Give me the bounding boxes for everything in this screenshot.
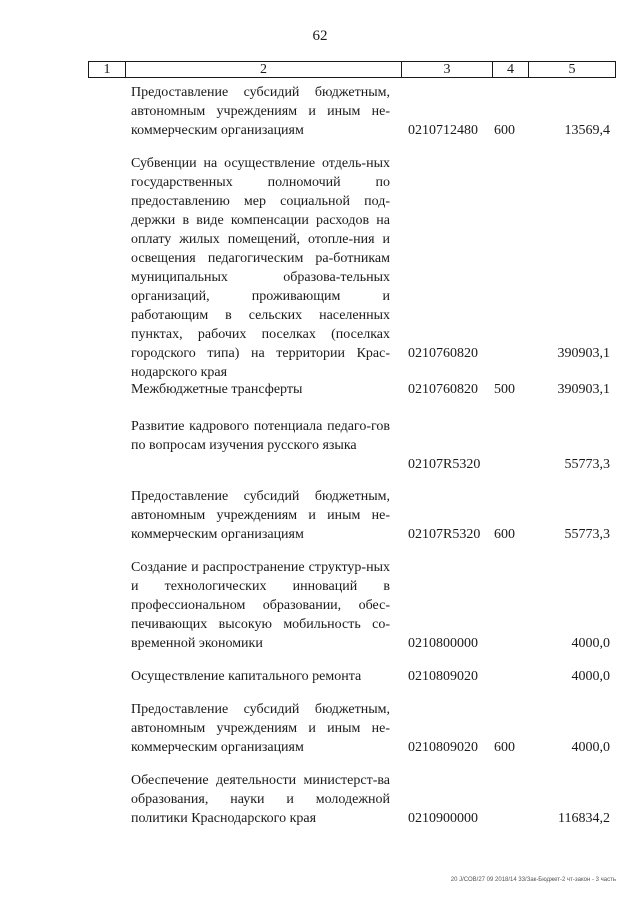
row-amount: 4000,0 — [571, 669, 610, 684]
row-amount: 390903,1 — [557, 346, 610, 361]
row-amount: 116834,2 — [558, 811, 610, 826]
row-amount: 4000,0 — [571, 636, 610, 651]
row-vr: 500 — [494, 382, 515, 397]
row-code: 0210712480 — [408, 123, 478, 138]
row-code: 02107R5320 — [408, 457, 481, 472]
row-description: Предоставление субсидий бюджетным, автономным учреждениям и иным не-коммерческим организациям — [131, 702, 390, 755]
header-col-1: 1 — [89, 62, 126, 78]
row-description: Создание и распространение структур-ных и технологических инноваций в профессиональном образовании, обес-печивающих высокую мобильность со-временной экономики — [131, 560, 390, 651]
page-number: 62 — [312, 28, 328, 44]
row-description: Предоставление субсидий бюджетным, автономным учреждениям и иным не-коммерческим организациям — [131, 85, 390, 138]
row-code: 0210760820 — [408, 346, 478, 361]
row-amount: 55773,3 — [564, 457, 610, 472]
row-code: 0210760820 — [408, 382, 478, 397]
row-vr: 600 — [494, 740, 515, 755]
document-footer: 20 J/СОВ/27 09 2018/14 33/Зак-Бюджет-2 чт-закон - 3 часть — [450, 877, 616, 883]
row-vr: 600 — [494, 527, 515, 542]
header-col-4: 4 — [493, 62, 529, 78]
row-code: 02107R5320 — [408, 527, 481, 542]
row-description: Межбюджетные трансферты — [131, 382, 303, 397]
row-amount: 13569,4 — [564, 123, 610, 138]
row-description: Предоставление субсидий бюджетным, автономным учреждениям и иным не-коммерческим организациям — [131, 489, 390, 542]
row-description: Развитие кадрового потенциала педаго-гов по вопросам изучения русского языка — [131, 419, 390, 453]
header-col-2: 2 — [126, 62, 402, 78]
row-description: Обеспечение деятельности министерст-ва образования, науки и молодежной политики Краснодарского края — [131, 773, 390, 826]
row-amount: 55773,3 — [564, 527, 610, 542]
row-code: 0210809020 — [408, 669, 478, 684]
header-col-5: 5 — [529, 62, 616, 78]
row-code: 0210800000 — [408, 636, 478, 651]
row-vr: 600 — [494, 123, 515, 138]
row-amount: 390903,1 — [557, 382, 610, 397]
header-col-3: 3 — [402, 62, 493, 78]
row-description: Осуществление капитального ремонта — [131, 669, 362, 684]
row-amount: 4000,0 — [571, 740, 610, 755]
column-header-table — [88, 61, 616, 78]
row-description: Субвенции на осуществление отдель-ных государственных полномочий по предоставлению мер социальной под-держки в виде компенсации расходов на оплату жилых помещений, отопле-ния и освещения педагогическим ра-ботникам муниципальных образова-тельных организаций, проживающим и работающим в сельских населенных пунктах, рабочих поселках (поселках городского типа) на территории Крас-нодарского края — [131, 156, 390, 380]
row-code: 0210809020 — [408, 740, 478, 755]
row-code: 0210900000 — [408, 811, 478, 826]
